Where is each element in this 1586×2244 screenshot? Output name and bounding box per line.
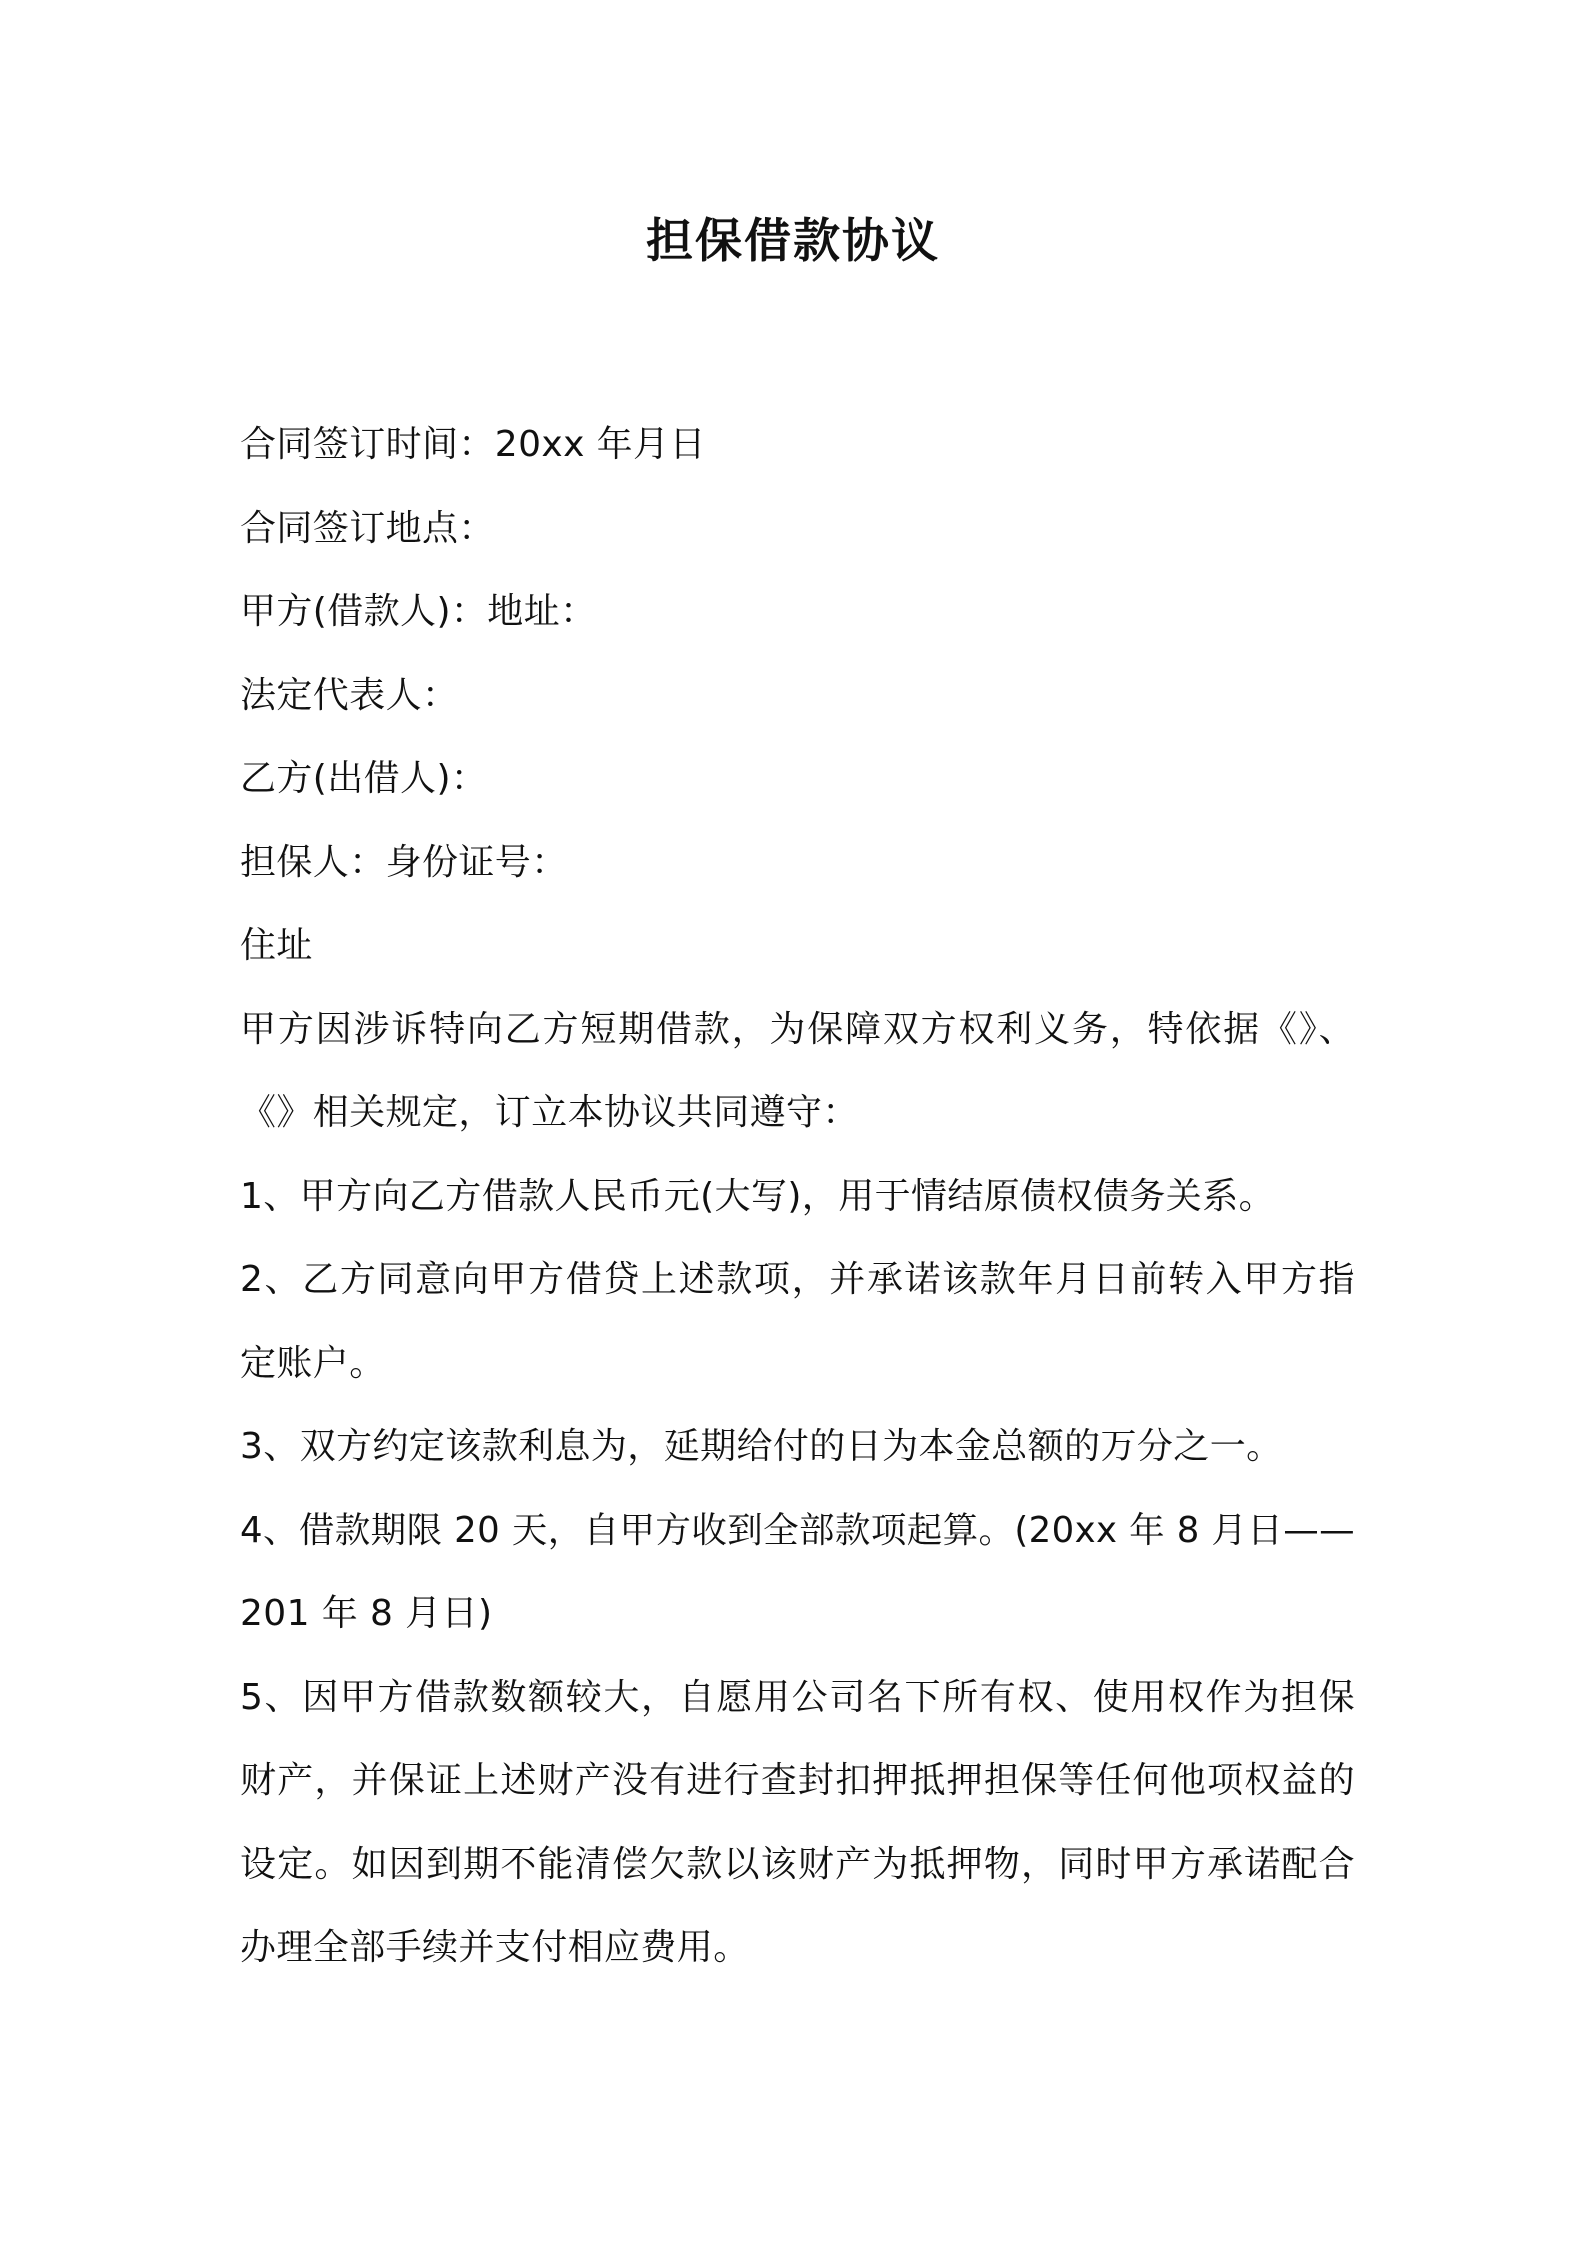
document-body	[240, 403, 1355, 1990]
party-b-line: 乙方(出借人)：	[240, 758, 488, 799]
document-title: 担保借款协议	[646, 214, 940, 269]
legal-representative-line: 法定代表人：	[240, 674, 459, 716]
signing-place-line: 合同签订地点：	[240, 507, 495, 549]
clause-1: 1、甲方向乙方借款人民币元(大写)，用于情结原债权债务关系。	[240, 1175, 1275, 1217]
clause-5-line-2: 财产，并保证上述财产没有进行查封扣押抵押担保等任何他项权益的	[240, 1760, 1355, 1801]
clause-5-line-4: 办理全部手续并支付相应费用。	[240, 1927, 750, 1968]
clause-5-line-1: 5、因甲方借款数额较大，自愿用公司名下所有权、使用权作为担保	[240, 1676, 1355, 1718]
preamble-line-2: 《》相关规定，订立本协议共同遵守：	[240, 1092, 859, 1133]
guarantor-line: 担保人：身份证号：	[240, 841, 568, 883]
clause-4-line-2: 201 年 8 月日)	[240, 1593, 493, 1634]
address-line: 住址	[240, 925, 313, 966]
clause-2-line-2: 定账户。	[240, 1342, 386, 1384]
clause-2-line-1: 2、乙方同意向甲方借贷上述款项，并承诺该款年月日前转入甲方指	[240, 1259, 1355, 1300]
preamble-line-1: 甲方因涉诉特向乙方短期借款，为保障双方权利义务，特依据《》、	[240, 1008, 1355, 1050]
clause-5-line-3: 设定。如因到期不能清偿欠款以该财产为抵押物，同时甲方承诺配合	[240, 1843, 1355, 1885]
signing-date-line: 合同签订时间：20xx 年月日	[240, 424, 706, 465]
clause-4-line-1: 4、借款期限 20 天，自甲方收到全部款项起算。(20xx 年 8 月日——	[240, 1509, 1356, 1551]
party-a-line: 甲方(借款人)：地址：	[240, 591, 597, 632]
clause-3: 3、双方约定该款利息为，延期给付的日为本金总额的万分之一。	[240, 1426, 1283, 1467]
